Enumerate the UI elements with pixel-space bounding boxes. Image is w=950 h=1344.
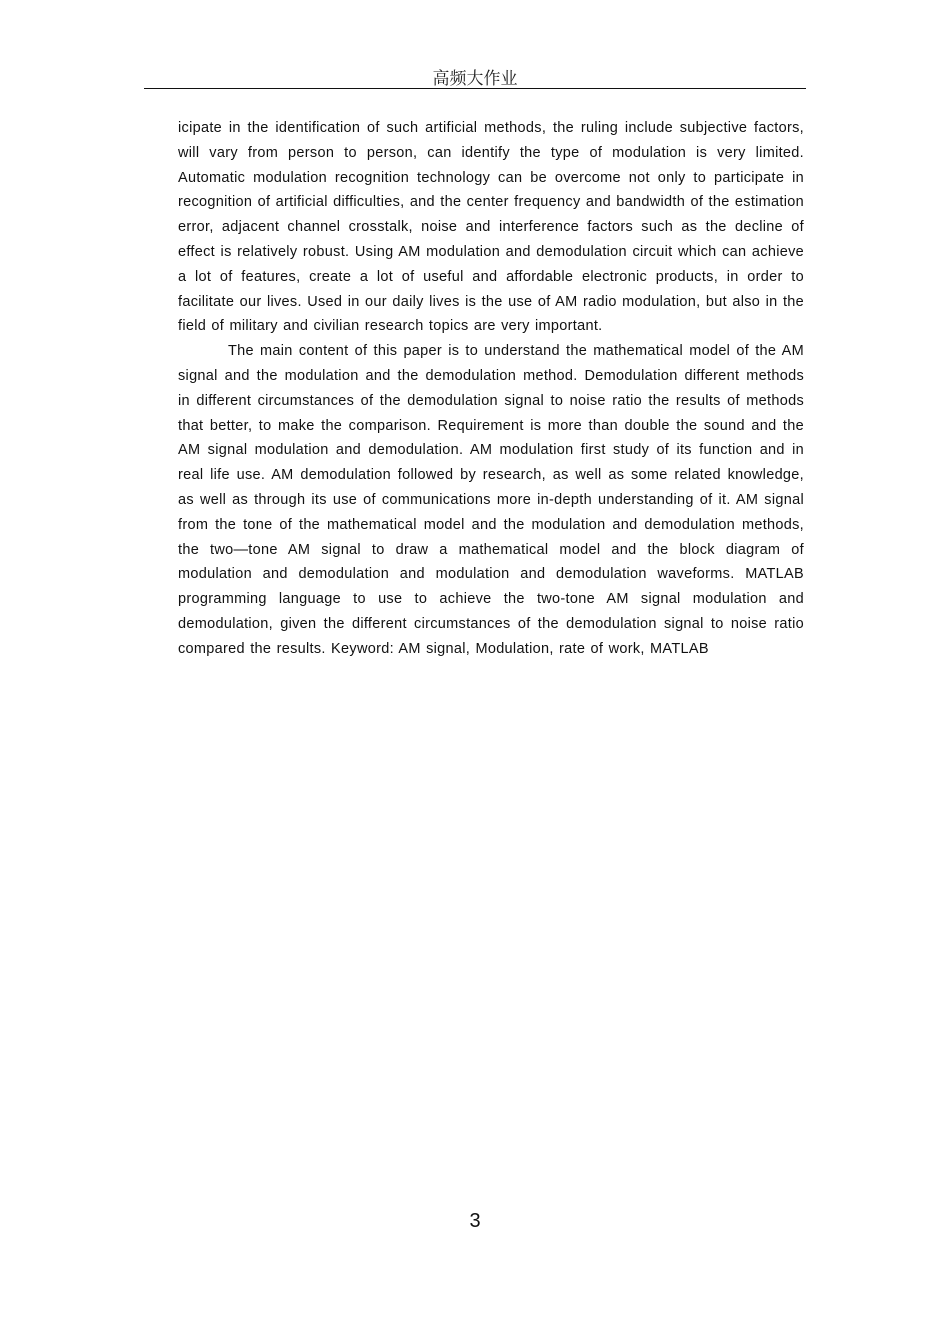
body-paragraph: icipate in the identification of such artificial methods, the ruling include subjective factors, will vary from person to person, can identify the type of modulation is very limited. Automatic modulation recognition technology can be overcome not only to participate in recognition of artificial difficulties, and the center frequency and bandwidth of the estimation error, adjacent channel crosstalk, noise and interference factors such as the decline of effect is relatively robust. Using AM modulation and demodulation circuit which can achieve a lot of features, create a lot of useful and affordable electronic products, in order to facilitate our lives. Used in our daily lives is the use of AM radio modulation, but also in the field of military and civilian research topics are very important. xyxy=(178,120,804,335)
page-header-title: 高频大作业 xyxy=(432,69,518,89)
header-divider xyxy=(144,88,806,89)
body-paragraph: The main content of this paper is to understand the mathematical model of the AM signal and the modulation and the demodulation method. Demodulation different methods in different circumstances of the demodulation signal to noise ratio the results of methods that better, to make the comparison. Requirement is more than double the sound and the AM signal modulation and demodulation. AM modulation first study of its function and in real life use. AM demodulation followed by research, as well as some related knowledge, as well as through its use of communications more in-depth understanding of it. AM signal from the tone of the mathematical model and the modulation and demodulation methods, the two—tone AM signal to draw a mathematical model and the block diagram of modulation and demodulation and modulation and demodulation waveforms. MATLAB programming language to use to achieve the two-tone AM signal modulation and demodulation, given the different circumstances of the demodulation signal to noise ratio compared the results. Keyword: AM signal, Modulation, rate of work, MATLAB xyxy=(178,343,804,657)
page-number: 3 xyxy=(469,1210,481,1232)
document-body xyxy=(178,116,804,662)
